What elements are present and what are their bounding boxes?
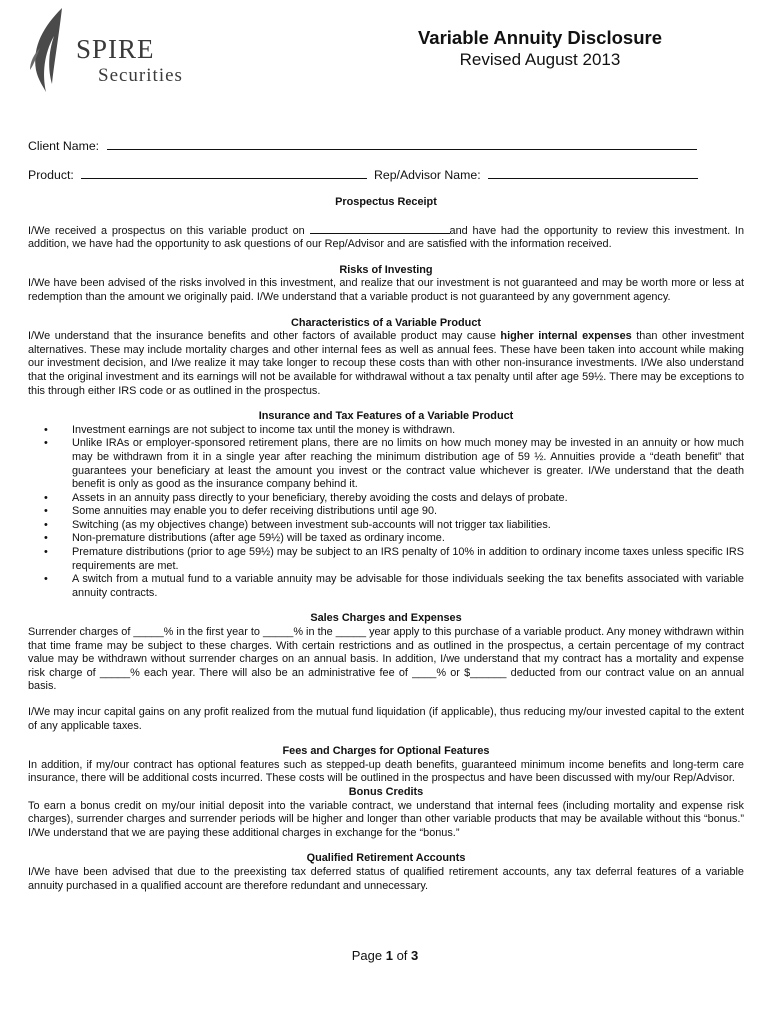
footer-page-total: 3 <box>411 948 419 963</box>
client-name-row <box>28 137 697 154</box>
logo-subtitle: Securities <box>98 65 183 86</box>
list-item: • Premature distributions (prior to age 59½) may be subject to an IRS penalty of 10% in addition to ordinary income taxes unless specific IRS requirements are met. <box>28 546 744 573</box>
characteristics-text-b: than other investment alternatives. These may include mortality charges and other internal fees as well as annual fees. These have been taken into account while making our investment decision, and I/we realize it may take longer to recoup these costs than with other non-insurance investments. I/We also understand that the original investment and its earnings will not be available for withdrawal without a tax penalty until after age 59½. There may be exceptions to this through either IRS code or as outlined in the prospectus. <box>28 330 744 397</box>
page-title: Variable Annuity Disclosure <box>417 27 662 48</box>
list-item: • Investment earnings are not subject to income tax until the money is withdrawn. <box>28 424 744 438</box>
list-item: • A switch from a mutual fund to a variable annuity may be advisable for those individuals seeking the tax benefits associated with variable annuity contracts. <box>28 573 744 600</box>
footer-page-word: Page <box>351 948 383 963</box>
characteristics-text-a: I/We understand that the insurance benefits and other factors of available product may cause <box>28 330 496 343</box>
footer-page-number: 1 <box>385 948 393 963</box>
sales-text-2: I/We may incur capital gains on any profit realized from the mutual fund liquidation (if applicable), thus reducing my/our invested capital to the extent of any applicable taxes. <box>28 706 744 732</box>
spire-feather-icon <box>24 8 84 98</box>
list-item: • Some annuities may enable you to defer receiving distributions until age 90. <box>28 505 744 519</box>
fees-heading: Fees and Charges for Optional Features <box>282 745 490 758</box>
qualified-heading: Qualified Retirement Accounts <box>306 852 466 865</box>
disclosure-body <box>28 196 744 893</box>
sales-text-1: Surrender charges of _____% in the first year to _____% in the _____ year apply to this purchase of a variable product. Any money withdrawn within that time frame may be subject to these charges. With certain restrictions and as outlined in the prospectus, a certain percentage of my contract value may be withdrawn without surrender charges on an annual basis. In addition, I/we understand that my contract has a mortality and expense risk charge of _____% each year. There will also be an administrative fee of ____% or $______ deducted from our contract value on an annual basis. <box>28 626 744 693</box>
product-label: Product: <box>28 168 74 182</box>
insurance-tax-heading: Insurance and Tax Features of a Variable Product <box>258 410 514 423</box>
characteristics-heading: Characteristics of a Variable Product <box>290 316 482 329</box>
page-footer <box>0 948 770 963</box>
logo-wordmark: SPIRE <box>76 34 155 64</box>
prospectus-text <box>28 222 744 252</box>
risks-heading: Risks of Investing <box>339 263 433 276</box>
insurance-tax-list <box>28 424 744 601</box>
bonus-text: To earn a bonus credit on my/our initial deposit into the variable contract, we understand that internal fees (including mortality and expense risk charges), surrender charges and surrender periods will be higher and longer than other variable products that may be available without this “bonus.” I/We understand that we are paying these additional charges in exchange for the “bonus.” <box>28 799 744 839</box>
client-name-field[interactable] <box>107 137 697 150</box>
fees-text: In addition, if my/our contract has optional features such as stepped-up death benefits, guaranteed minimum income benefits and long-term care insurance, there will be additional costs incurred. These costs will be outlined in the prospectus and have been discussed with my/our Rep/Advisor. <box>28 758 744 785</box>
prospectus-date-field[interactable] <box>310 222 450 234</box>
sales-heading: Sales Charges and Expenses <box>310 612 462 625</box>
list-item: • Non-premature distributions (after age 59½) will be taxed as ordinary income. <box>28 532 744 546</box>
product-row <box>28 166 367 183</box>
list-item: • Unlike IRAs or employer-sponsored retirement plans, there are no limits on how much money may be invested in an annuity or how much may be withdrawn from it in a single year after reaching the minimum distribution age of 59 ½. Annuities provide a “death benefit” that guarantees your beneficiary at least the amount you invest or the contract value whichever is greater. I/We understand that the death benefit is only as good as the insurance company behind it. <box>28 437 744 491</box>
rep-advisor-label: Rep/Advisor Name: <box>374 168 481 182</box>
bonus-heading: Bonus Credits <box>348 785 424 798</box>
spire-securities-logo <box>24 8 194 88</box>
prospectus-text-b: and have had the opportunity to review this investment. In addition, we have had the opportunity to ask questions of our Rep/Advisor and are satisfied with the information received. <box>28 224 745 251</box>
risks-text: I/We have been advised of the risks involved in this investment, and realize that our investment is not guaranteed and may be worth more or less at redemption than the amount we originally paid. I/We understand that a variable product is not guaranteed by any government agency. <box>28 277 744 303</box>
list-item: • Switching (as my objectives change) between investment sub-accounts will not trigger tax liabilities. <box>28 519 744 533</box>
list-item: • Assets in an annuity pass directly to your beneficiary, thereby avoiding the costs and delays of probate. <box>28 492 744 506</box>
page-subtitle: Revised August 2013 <box>459 50 621 69</box>
client-name-label: Client Name: <box>28 139 100 153</box>
characteristics-text <box>28 330 744 398</box>
prospectus-text-a: I/We received a prospectus on this variable product on <box>28 224 305 237</box>
prospectus-heading: Prospectus Receipt <box>335 196 437 208</box>
qualified-text: I/We have been advised that due to the preexisting tax deferred status of qualified retirement accounts, any tax deferral features of a variable annuity purchased in a qualified account are therefore redundant and unnecessary. <box>28 865 744 892</box>
footer-of-word: of <box>396 948 408 963</box>
product-field[interactable] <box>81 166 367 179</box>
characteristics-bold: higher internal expenses <box>500 330 632 343</box>
rep-row <box>374 166 698 183</box>
rep-advisor-field[interactable] <box>488 166 698 179</box>
